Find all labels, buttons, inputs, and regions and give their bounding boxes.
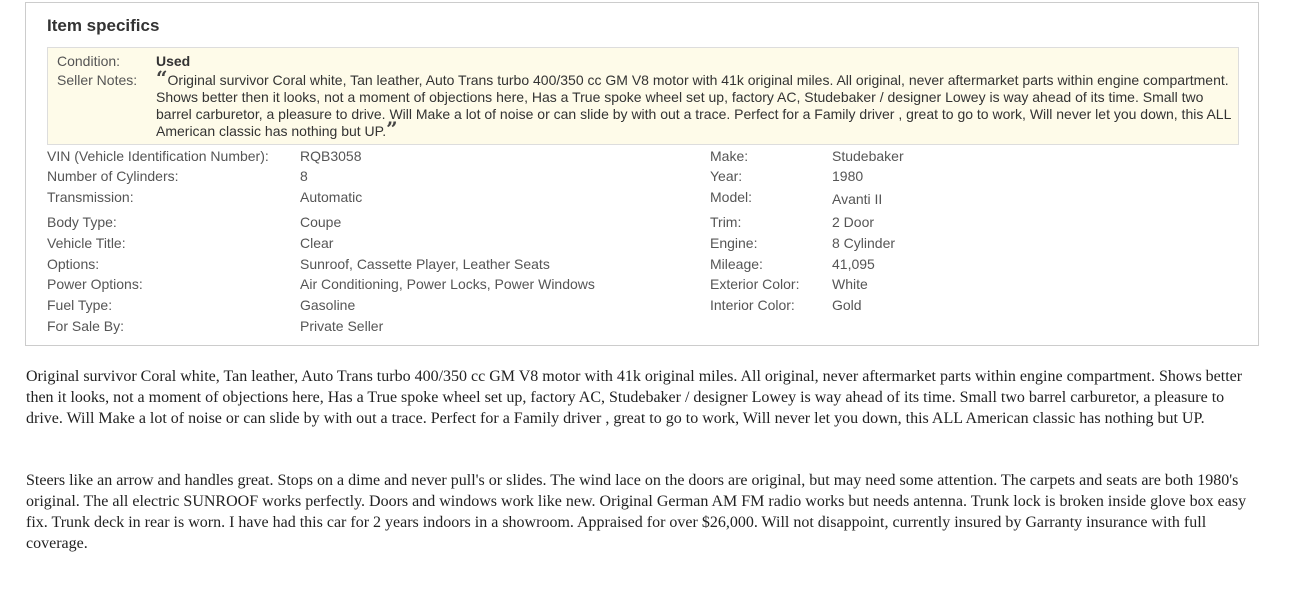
seller-notes [156,66,1231,141]
spec-value: White [832,276,868,292]
spec-value: Avanti II [832,191,883,207]
spec-value: Air Conditioning, Power Locks, Power Windows [300,276,595,292]
condition-value: Used [156,53,191,69]
item-specifics-panel [25,2,1259,346]
spec-value: Clear [300,235,334,251]
spec-value: Coupe [300,214,342,230]
spec-value: Automatic [300,189,363,205]
spec-label: Interior Color: [710,297,795,313]
spec-value: Private Seller [300,318,384,334]
item-specifics-title: Item specifics [47,16,160,35]
spec-value: 2 Door [832,214,875,230]
open-quote-mark: “ [156,66,168,90]
close-quote-mark: ” [386,117,398,141]
spec-value: Sunroof, Cassette Player, Leather Seats [300,256,550,272]
spec-label: Options: [47,256,100,272]
spec-value: 8 Cylinder [832,235,896,251]
spec-label: VIN (Vehicle Identification Number): [47,148,269,164]
spec-label: Vehicle Title: [47,235,126,251]
spec-label: Engine: [710,235,758,251]
spec-label: Model: [710,189,753,205]
spec-label: Mileage: [710,256,763,272]
spec-label: For Sale By: [47,318,125,334]
description-paragraph-2: Steers like an arrow and handles great. Stops on a dime and never pull's or slides. The wind lace on the doors are original, but may need some attention. The carpets and seats are both 1980's original. The all electric SUNROOF works perfectly. Doors and windows work like new. Original German AM FM radio works but needs antenna. Trunk lock is broken inside glove box easy fix. Trunk deck in rear is worn. I have had this car for 2 years indoors in a showroom. Appraised for over $26,000. Will not disappoint, currently insured by Garranty insurance with full coverage. [26,472,1247,552]
spec-value: RQB3058 [300,148,362,164]
spec-label: Make: [710,148,749,164]
spec-value: 41,095 [832,256,875,272]
spec-label: Transmission: [47,189,134,205]
spec-value: Gold [832,297,862,313]
seller-notes-text: Original survivor Coral white, Tan leather, Auto Trans turbo 400/350 cc GM V8 motor with 41k original miles. All original, never aftermarket parts within engine compartment. Shows better then it looks, not a moment of objections here, Has a True spoke wheel set up, factory AC, Studebaker / designer Lowey is way ahead of its time. Small two barrel carburetor, a pleasure to drive. Will Make a lot of noise or can slide by with out a trace. Perfect for a Family driver , great to go to work, Will never let you down, this ALL American classic has nothing but UP. [156,72,1231,139]
spec-label: Power Options: [47,276,143,292]
spec-value: 8 [300,168,308,184]
spec-label: Fuel Type: [47,297,113,313]
condition-label: Condition: [57,53,121,69]
condition-notes-box [47,47,1239,145]
spec-label: Year: [710,168,743,184]
description-paragraph-1: Original survivor Coral white, Tan leather, Auto Trans turbo 400/350 cc GM V8 motor with 41k original miles. All original, never aftermarket parts within engine compartment. Shows better then it looks, not a moment of objections here, Has a True spoke wheel set up, factory AC, Studebaker / designer Lowey is way ahead of its time. Small two barrel carburetor, a pleasure to drive. Will Make a lot of noise or can slide by with out a trace. Perfect for a Family driver , great to go to work, Will never let you down, this ALL American classic has nothing but UP. [26,368,1243,427]
spec-label: Body Type: [47,214,117,230]
seller-notes-label: Seller Notes: [57,72,138,88]
spec-value: Gasoline [300,297,356,313]
spec-label: Trim: [710,214,742,230]
spec-label: Exterior Color: [710,276,800,292]
spec-value: Studebaker [832,148,904,164]
spec-value: 1980 [832,168,864,184]
spec-label: Number of Cylinders: [47,168,179,184]
